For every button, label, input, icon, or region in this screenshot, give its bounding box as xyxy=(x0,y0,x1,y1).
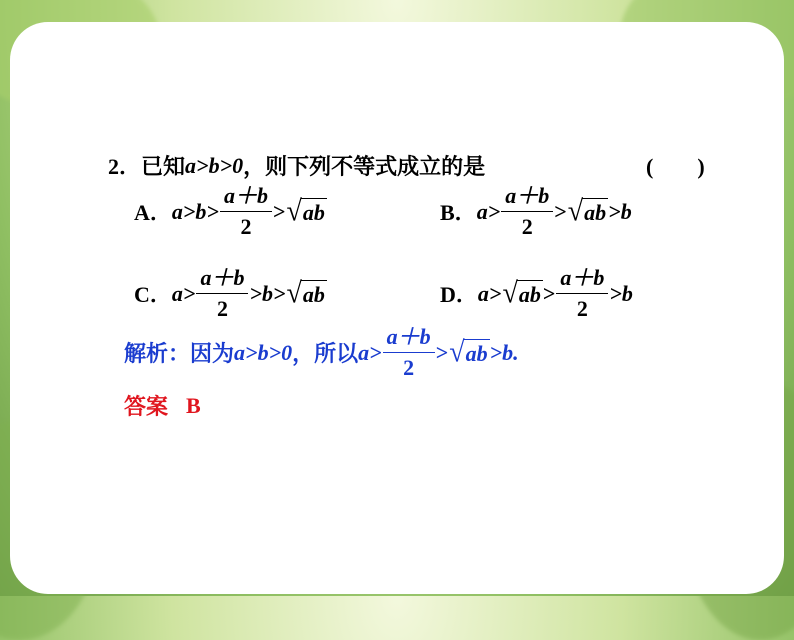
option-text: >b> xyxy=(249,280,286,306)
content-card xyxy=(10,22,784,594)
option-label: A． xyxy=(134,200,172,225)
fraction-numerator: a＋b xyxy=(383,326,435,353)
question-stem xyxy=(108,150,485,181)
answer-label: 答案 xyxy=(124,394,169,419)
fraction-numerator: a＋b xyxy=(196,267,248,294)
square-root xyxy=(286,194,327,228)
fraction xyxy=(556,267,608,320)
option-text: > xyxy=(272,198,286,224)
analysis-condition: a>b>0 xyxy=(234,339,293,365)
fraction-denominator: 2 xyxy=(576,296,588,321)
answer-value: B xyxy=(186,392,201,418)
option-text: >b xyxy=(608,198,632,224)
option-text: a> xyxy=(171,280,196,306)
radicand: ab xyxy=(518,281,541,307)
option-text: > xyxy=(554,198,567,224)
answer-line xyxy=(124,390,201,421)
question-condition: a>b>0 xyxy=(185,152,244,178)
square-root xyxy=(567,194,608,228)
fraction xyxy=(220,185,272,238)
option-text: a> xyxy=(476,198,501,224)
answer-bracket: ( ) xyxy=(646,154,705,179)
fraction xyxy=(196,267,248,320)
fraction-denominator: 2 xyxy=(216,296,228,321)
radical-sign-icon: √ xyxy=(286,276,302,310)
option-text: > xyxy=(542,280,556,306)
square-root xyxy=(286,276,327,310)
fraction-denominator: 2 xyxy=(521,214,533,239)
option-text: >b xyxy=(609,280,633,306)
radicand: ab xyxy=(302,281,325,307)
analysis-line xyxy=(124,326,519,379)
analysis-expr: a> xyxy=(358,339,382,365)
option-label: B． xyxy=(440,200,477,225)
radicand: ab xyxy=(302,199,325,225)
fraction-numerator: a＋b xyxy=(556,267,608,294)
radical-sign-icon: √ xyxy=(286,194,302,228)
radicand: ab xyxy=(584,199,607,225)
option-b xyxy=(440,185,632,238)
option-label: D． xyxy=(440,282,478,307)
analysis-label: 解析： xyxy=(124,341,191,366)
option-label: C． xyxy=(134,282,172,307)
question-number: 2． xyxy=(108,154,142,179)
fraction xyxy=(501,185,553,238)
question-stem-suffix: ，则下列不等式成立的是 xyxy=(243,154,486,179)
radicand: ab xyxy=(465,340,488,366)
radical-sign-icon: √ xyxy=(567,194,584,228)
radical-sign-icon: √ xyxy=(502,276,518,310)
fraction-denominator: 2 xyxy=(240,214,252,239)
question-stem-prefix: 已知 xyxy=(141,154,186,179)
fraction xyxy=(383,326,435,379)
square-root xyxy=(502,276,542,310)
fraction-numerator: a＋b xyxy=(501,185,553,212)
option-a xyxy=(134,185,327,238)
analysis-expr: >b. xyxy=(489,339,519,365)
option-text: a> xyxy=(477,280,502,306)
radical-sign-icon: √ xyxy=(449,335,465,369)
analysis-expr: > xyxy=(435,339,449,365)
fraction-numerator: a＋b xyxy=(220,185,272,212)
analysis-text: ，所以 xyxy=(292,341,359,366)
option-text: a>b> xyxy=(171,198,219,224)
fraction-denominator: 2 xyxy=(403,355,415,380)
analysis-text: 因为 xyxy=(190,341,235,366)
option-c xyxy=(134,267,327,320)
option-d xyxy=(440,267,633,320)
square-root xyxy=(449,335,489,369)
